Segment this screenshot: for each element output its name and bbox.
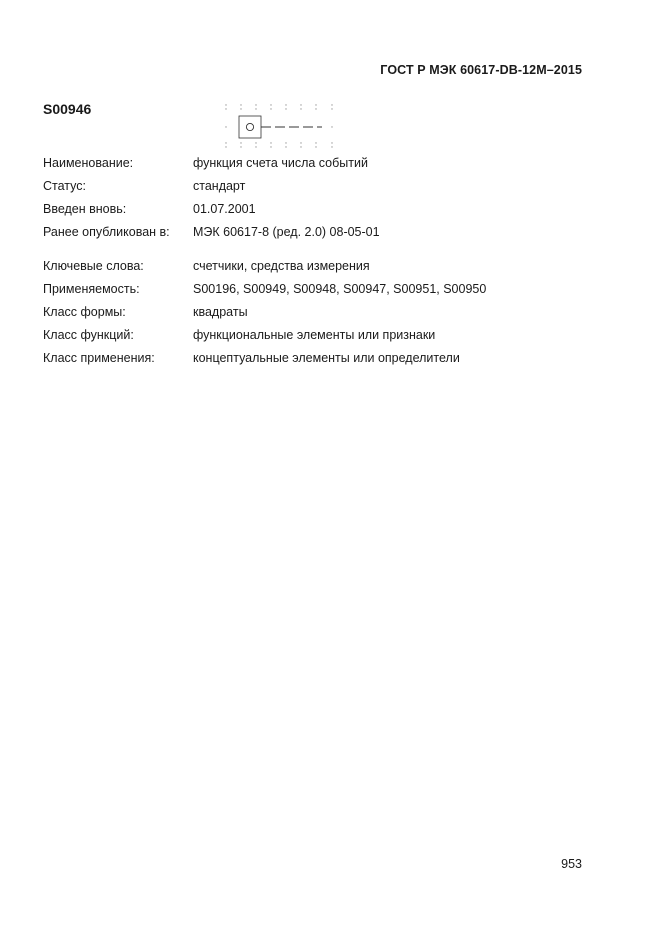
property-key: Наименование: [43,156,134,170]
property-key: Применяемость: [43,282,140,296]
property-row [43,257,603,280]
property-key: Введен вновь: [43,202,127,216]
property-value: счетчики, средства измерения [193,259,370,273]
property-row [43,326,603,349]
property-key: Ранее опубликован в: [43,225,170,239]
property-key: Ключевые слова: [43,259,144,273]
property-key: Класс применения: [43,351,155,365]
property-value: концептуальные элементы или определители [193,351,460,365]
property-key: Класс функций: [43,328,134,342]
symbol-graphic [224,100,336,152]
property-row [43,223,603,246]
property-value: стандарт [193,179,246,193]
grid-dots-bottom [225,142,332,147]
property-row [43,303,603,326]
symbol-square [239,116,261,138]
property-value: МЭК 60617-8 (ред. 2.0) 08-05-01 [193,225,380,239]
property-value: 01.07.2001 [193,202,256,216]
document-header: ГОСТ Р МЭК 60617-DB-12M–2015 [380,63,582,77]
property-row [43,200,603,223]
page-number: 953 [561,857,582,871]
symbol-circle [246,123,253,130]
property-value: функциональные элементы или признаки [193,328,436,342]
grid-dots-top [225,104,332,109]
property-value: функция счета числа событий [193,156,368,170]
property-row [43,177,603,200]
property-value: квадраты [193,305,248,319]
property-row [43,154,603,177]
property-key: Статус: [43,179,86,193]
property-value: S00196, S00949, S00948, S00947, S00951, S00950 [193,282,487,296]
property-row [43,349,603,372]
property-row [43,280,603,303]
property-key: Класс формы: [43,305,126,319]
symbol-id: S00946 [43,101,92,117]
group-spacer [43,246,603,257]
symbol-properties [43,154,603,372]
